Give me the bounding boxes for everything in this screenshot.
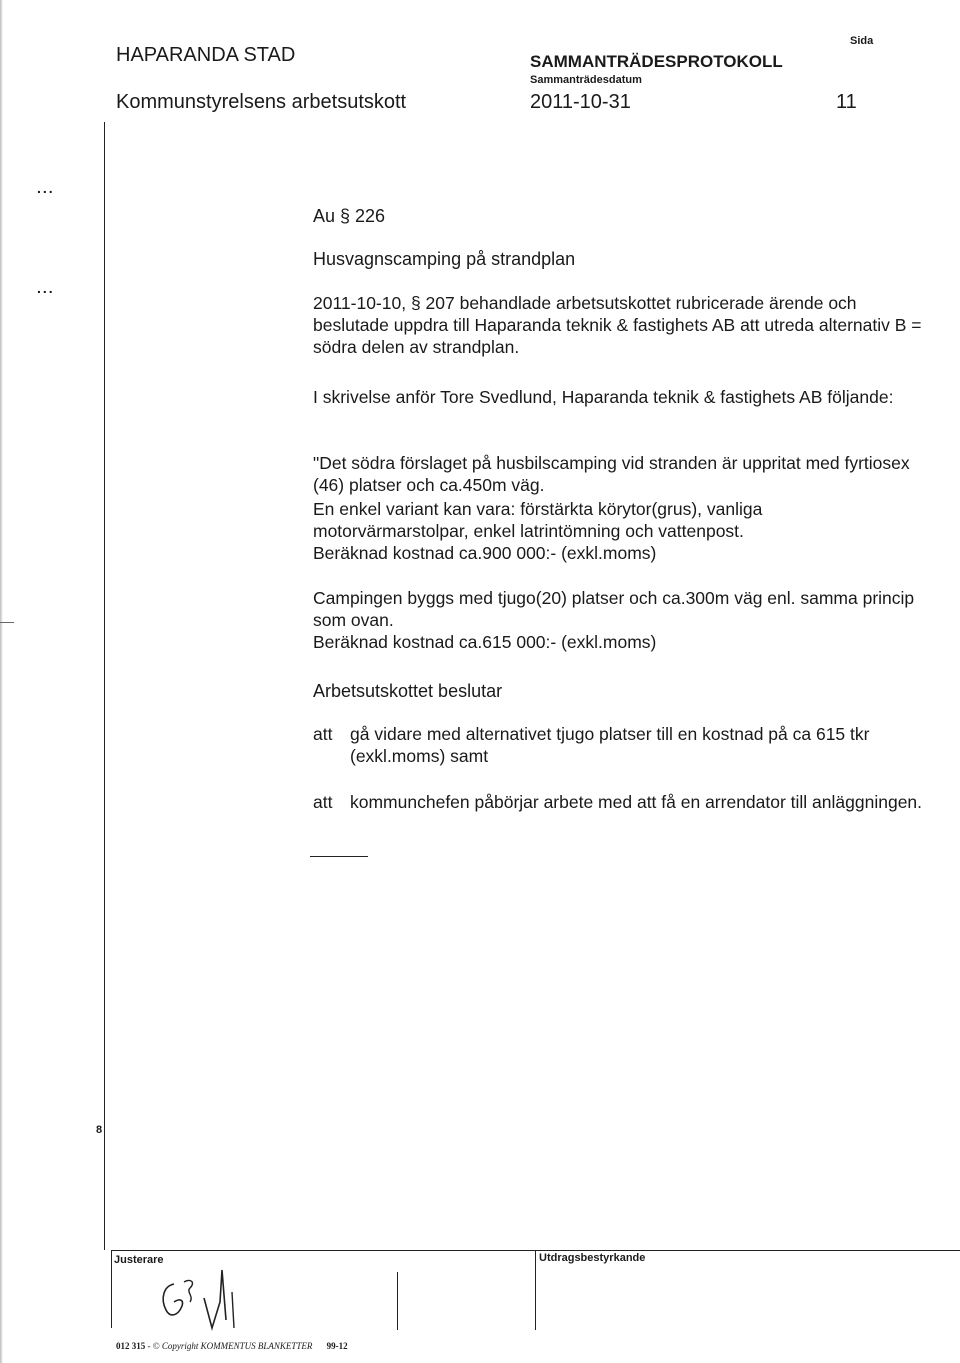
quote-alternative: Campingen byggs med tjugo(20) platser och ca.300m väg enl. samma princip som ovan. bbox=[313, 588, 915, 630]
scan-edge bbox=[0, 0, 3, 1363]
paragraph-statement: I skrivelse anför Tore Svedlund, Haparanda teknik & fastighets AB följande: bbox=[313, 387, 894, 407]
quote-cost-1: Beräknad kostnad ca.900 000:- (exkl.moms) bbox=[313, 543, 657, 563]
page-label: Sida bbox=[850, 35, 874, 47]
decision-item bbox=[313, 791, 938, 813]
section-number: Au § 226 bbox=[313, 206, 386, 226]
document-type: SAMMANTRÄDESPROTOKOLL bbox=[530, 52, 783, 71]
end-rule bbox=[310, 856, 368, 857]
justerare-label: Justerare bbox=[114, 1254, 164, 1266]
quote-variant: En enkel variant kan vara: förstärkta körytor(grus), vanliga motorvärmarstolpar, enkel latrintömning och vattenpost. bbox=[313, 499, 763, 541]
quote-cost-2: Beräknad kostnad ca.615 000:- (exkl.moms) bbox=[313, 632, 657, 652]
committee-name: Kommunstyrelsens arbetsutskott bbox=[116, 91, 407, 113]
date-label: Sammanträdesdatum bbox=[530, 74, 642, 86]
form-copyright: - © Copyright KOMMENTUS BLANKETTER bbox=[147, 1341, 313, 1351]
margin-tick bbox=[0, 622, 14, 623]
footer-left-border bbox=[111, 1250, 112, 1328]
decision-item bbox=[313, 723, 938, 767]
form-version: 99-12 bbox=[326, 1341, 348, 1351]
page-number: 11 bbox=[836, 91, 857, 113]
organization-name: HAPARANDA STAD bbox=[116, 44, 296, 66]
form-print-line bbox=[116, 1341, 348, 1351]
decision-item-key: att bbox=[313, 792, 333, 812]
extract-certification-label: Utdragsbestyrkande bbox=[539, 1252, 646, 1264]
footer-divider-right bbox=[535, 1250, 536, 1330]
margin-dots: ... bbox=[37, 180, 55, 196]
margin-dots: ... bbox=[37, 280, 55, 296]
decision-item-text: kommunchefen påbörjar arbete med att få en arrendator till anläggningen. bbox=[350, 792, 923, 812]
paragraph-background: 2011-10-10, § 207 behandlade arbetsutskottet rubricerade ärende och beslutade uppdra till Haparanda teknik & fastighets AB att utreda alternativ B = södra delen av strandplan. bbox=[313, 293, 922, 357]
quote-proposal: "Det södra förslaget på husbilscamping vid stranden är uppritat med fyrtiosex (46) platser och ca.450m väg. bbox=[313, 453, 910, 495]
section-title: Husvagnscamping på strandplan bbox=[313, 249, 576, 269]
decision-heading: Arbetsutskottet beslutar bbox=[313, 681, 503, 701]
margin-number: 8 bbox=[96, 1124, 103, 1136]
meeting-date: 2011-10-31 bbox=[530, 91, 631, 113]
margin-line bbox=[104, 122, 105, 1250]
signature-mark bbox=[150, 1262, 270, 1332]
footer-divider bbox=[397, 1272, 398, 1330]
decision-item-key: att bbox=[313, 724, 333, 744]
form-code: 012 315 bbox=[116, 1341, 146, 1351]
decision-item-text: gå vidare med alternativet tjugo platser till en kostnad på ca 615 tkr (exkl.moms) samt bbox=[350, 724, 870, 766]
